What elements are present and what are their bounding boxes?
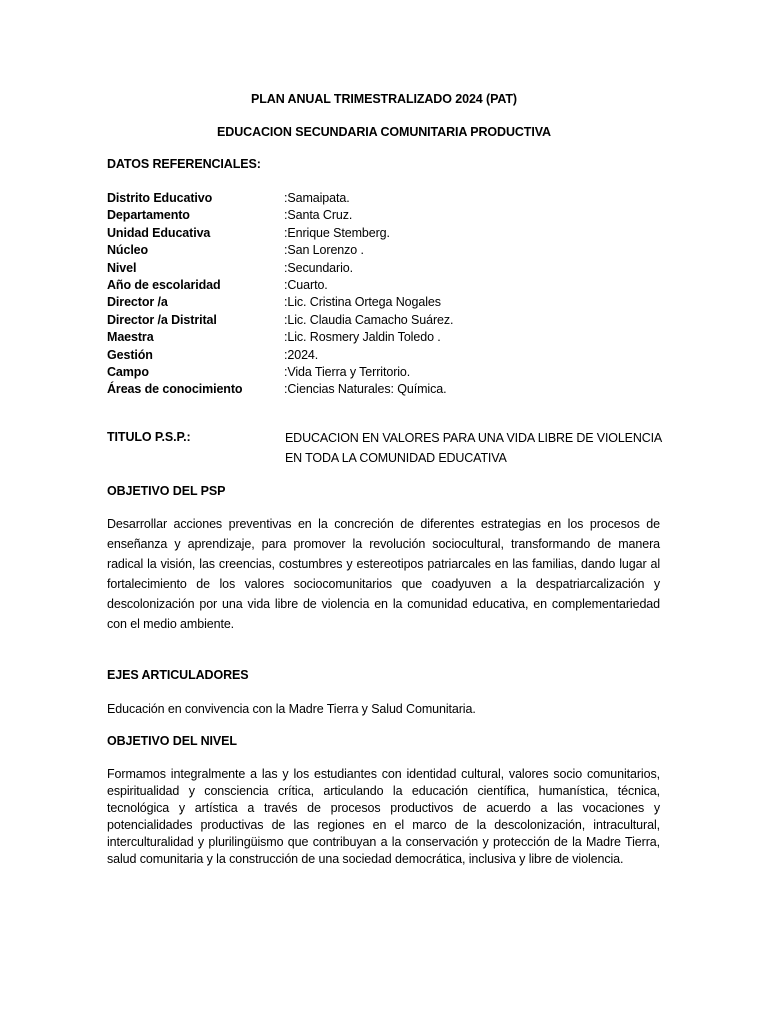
ref-label: Departamento: [107, 208, 190, 223]
ref-label: Director /a: [107, 295, 168, 310]
ref-value: :Santa Cruz.: [284, 208, 353, 223]
ref-row-director: [107, 294, 667, 311]
ejes-articuladores-paragraph: Educación en convivencia con la Madre Tierra y Salud Comunitaria.: [107, 702, 476, 716]
ref-row-ano: [107, 277, 667, 294]
ref-value: :San Lorenzo .: [284, 243, 364, 258]
ref-label: Gestión: [107, 347, 153, 362]
ref-value: :Lic. Rosmery Jaldin Toledo .: [284, 330, 441, 345]
ref-row-areas: [107, 381, 667, 398]
ref-value: :Lic. Claudia Camacho Suárez.: [284, 312, 454, 327]
objetivo-nivel-heading: OBJETIVO DEL NIVEL: [107, 734, 237, 748]
ref-label: Director /a Distrital: [107, 312, 217, 327]
ref-value: :Samaipata.: [284, 191, 350, 205]
ref-label: Áreas de conocimiento: [107, 382, 243, 397]
ref-row-gestion: [107, 347, 667, 364]
titulo-psp-label: TITULO P.S.P.:: [107, 430, 191, 444]
document-title: PLAN ANUAL TRIMESTRALIZADO 2024 (PAT): [251, 92, 517, 106]
ref-row-unidad: [107, 225, 667, 242]
ref-label: Año de escolaridad: [107, 277, 221, 292]
ref-row-nucleo: [107, 242, 667, 259]
objetivo-psp-heading: OBJETIVO DEL PSP: [107, 484, 226, 498]
datos-referenciales-table: [107, 190, 667, 399]
objetivo-psp-paragraph: Desarrollar acciones preventivas en la concreción de diferentes estrategias en los procesos de enseñanza y aprendizaje, para promover la revolución sociocultural, transformando de manera radical la visión, las creencias, costumbres y estereotipos patriarcales en las familias, dando lugar al fortalecimiento de los valores sociocomunitarios que coadyuven a la despatriarcalización y descolonización por una vida libre de violencia en la comunidad educativa, en complementariedad con el medio ambiente.: [107, 517, 660, 631]
ref-value: :Secundario.: [284, 260, 353, 275]
titulo-psp-value: EDUCACION EN VALORES PARA UNA VIDA LIBRE DE VIOLENCIA EN TODA LA COMUNIDAD EDUCATIVA: [285, 431, 662, 465]
ref-value: :2024.: [284, 347, 319, 362]
ref-label: Distrito Educativo: [107, 191, 213, 205]
ref-row-nivel: [107, 260, 667, 277]
ref-row-departamento: [107, 207, 667, 224]
ref-row-director-distrital: [107, 312, 667, 329]
ref-value: :Lic. Cristina Ortega Nogales: [284, 295, 441, 310]
ref-label: Nivel: [107, 260, 137, 275]
ref-value: :Cuarto.: [284, 277, 328, 292]
ref-label: Campo: [107, 364, 149, 379]
ref-row-campo: [107, 364, 667, 381]
ref-label: Unidad Educativa: [107, 225, 211, 240]
ref-row-maestra: [107, 329, 667, 346]
ref-value: :Ciencias Naturales: Química.: [284, 382, 447, 397]
ref-label: Maestra: [107, 330, 154, 345]
datos-referenciales-heading: DATOS REFERENCIALES:: [107, 157, 261, 171]
ref-value: :Enrique Stemberg.: [284, 225, 390, 240]
ref-label: Núcleo: [107, 243, 149, 258]
objetivo-nivel-paragraph: Formamos integralmente a las y los estudiantes con identidad cultural, valores socio comunitarios, espiritualidad y consciencia crítica, articulando la educación científica, humanística, técnica, tecnológica y artística a través de procesos productivos de acuerdo a las vocaciones y potencialidades productivas de las regiones en el marco de la descolonización, intracultural, interculturalidad y plurilingüismo que contribuyan a la conservación y protección de la Madre Tierra, salud comunitaria y la construcción de una sociedad democrática, inclusiva y libre de violencia.: [107, 767, 660, 866]
ref-value: :Vida Tierra y Territorio.: [284, 364, 411, 379]
ref-row-distrito: [107, 190, 667, 207]
document-subtitle: EDUCACION SECUNDARIA COMUNITARIA PRODUCTIVA: [217, 125, 551, 139]
ejes-articuladores-heading: EJES ARTICULADORES: [107, 668, 249, 682]
